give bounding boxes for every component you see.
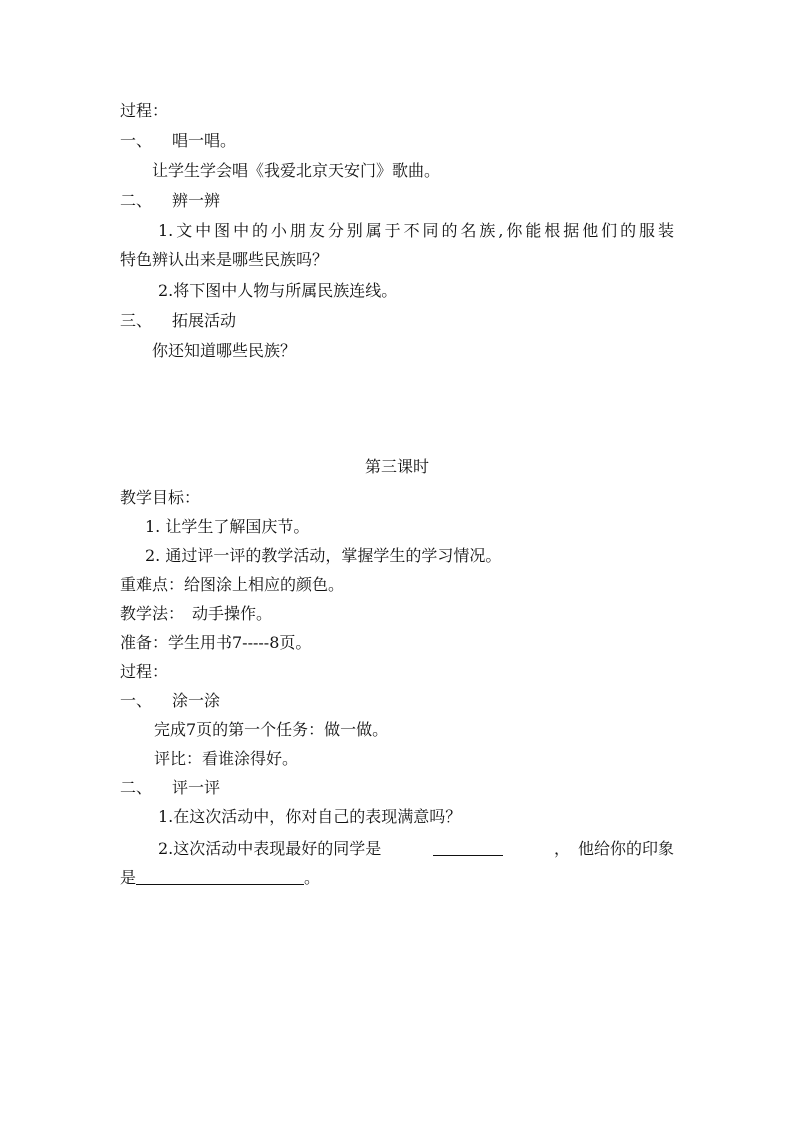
s2-q2-part2: ， 他给你的印象 [553, 839, 674, 858]
s2-step1-text2: 评比：看谁涂得好。 [154, 749, 299, 768]
s2-step2-seq: 二、 [120, 778, 153, 797]
step1-heading [120, 131, 236, 151]
s2-step1-seq: 一、 [120, 691, 153, 710]
s2-step1-heading [120, 691, 220, 711]
s2-step2-question2-line1 [158, 839, 674, 859]
s2-step2-question1: 1.在这次活动中，你对自己的表现满意吗？ [158, 807, 462, 826]
step2-heading [120, 191, 220, 211]
s2-step1-text1: 完成7页的第一个任务：做一做。 [154, 720, 389, 739]
preparation: 准备：学生用书7-----8页。 [120, 633, 312, 652]
answer-blank-1[interactable] [433, 839, 503, 856]
step3-seq: 三、 [120, 311, 153, 330]
s2-step2-heading [120, 778, 220, 798]
step3-title: 拓展活动 [172, 311, 237, 330]
step2-item2: 2.将下图中人物与所属民族连线。 [158, 281, 398, 300]
step2-seq: 二、 [120, 191, 153, 210]
teaching-method: 教学法： 动手操作。 [120, 604, 273, 623]
s2-q2-part1: 2.这次活动中表现最好的同学是 [158, 839, 382, 858]
goals-label: 教学目标： [120, 488, 201, 507]
s2-q2-part3: 是 [120, 868, 137, 887]
step3-text: 你还知道哪些民族？ [152, 341, 297, 360]
step2-title: 辨一辨 [172, 191, 221, 210]
s2-q2-end: 。 [304, 868, 321, 887]
goal-1: 1. 让学生了解国庆节。 [145, 517, 310, 536]
step2-item1-line2: 特色辨认出来是哪些民族吗？ [120, 250, 329, 269]
answer-blank-2[interactable] [136, 868, 304, 885]
lesson-title: 第三课时 [364, 457, 429, 476]
process-label-2: 过程： [120, 662, 169, 681]
s2-step1-title: 涂一涂 [172, 691, 221, 710]
step3-heading [120, 311, 236, 331]
process-label: 过程： [120, 101, 169, 120]
step1-seq: 一、 [120, 131, 153, 150]
step1-title: 唱一唱。 [172, 131, 237, 150]
step1-text: 让学生学会唱《我爱北京天安门》歌曲。 [152, 161, 441, 180]
s2-step2-question2-line2 [120, 868, 320, 888]
step2-item1-line1: 1.文中图中的小朋友分别属于不同的名族,你能根据他们的服装 [158, 221, 674, 240]
s2-step2-title: 评一评 [172, 778, 221, 797]
key-points: 重难点：给图涂上相应的颜色。 [120, 575, 345, 594]
goal-2: 2. 通过评一评的教学活动，掌握学生的学习情况。 [145, 546, 502, 565]
